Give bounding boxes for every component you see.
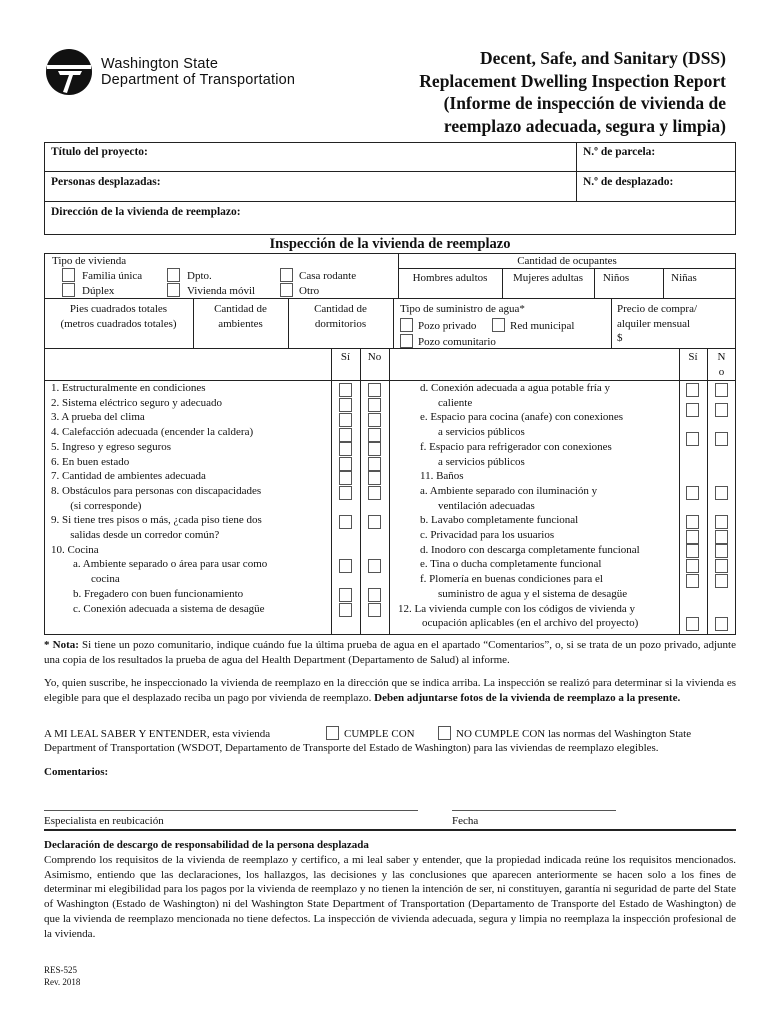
- square-footage-label[interactable]: Pies cuadrados totales (metros cuadrados totales): [60, 303, 177, 330]
- list-item: b. Fregadero con buen funcionamiento: [73, 587, 244, 600]
- list-item: 9. Si tiene tres pisos o más, ¿cada piso tiene dos: [51, 514, 262, 527]
- address-field[interactable]: Dirección de la vivienda de reemplazo:: [51, 206, 241, 218]
- item-6-yes-checkbox[interactable]: [339, 457, 352, 471]
- item-1-no-checkbox[interactable]: [368, 383, 381, 397]
- other-label: Otro: [299, 285, 320, 297]
- item-10f-no-checkbox[interactable]: [715, 432, 728, 446]
- adult-men-header: Hombres adultos: [412, 272, 488, 284]
- community-well-checkbox[interactable]: [400, 334, 413, 348]
- community-well-label: Pozo comunitario: [418, 336, 496, 348]
- single-family-checkbox[interactable]: [62, 268, 75, 282]
- list-item: 1. Estructuralmente en condiciones: [51, 382, 206, 394]
- mobile-dwelling-checkbox[interactable]: [167, 283, 180, 297]
- wsdot-logo-icon: [45, 48, 93, 96]
- water-supply-label: Tipo de suministro de agua*: [400, 303, 525, 315]
- checklist-left: [51, 381, 331, 616]
- disclaimer-title: Declaración de descargo de responsabilidad de la persona desplazada: [44, 839, 369, 851]
- item-8-yes-checkbox[interactable]: [339, 486, 352, 500]
- parcel-number-field[interactable]: N.º de parcela:: [583, 146, 656, 158]
- list-item: a servicios públicos: [438, 426, 525, 439]
- item-5-no-checkbox[interactable]: [368, 442, 381, 456]
- does-not-meet-checkbox[interactable]: [438, 726, 451, 740]
- list-item: a. Ambiente separado o área para usar como: [73, 558, 268, 571]
- list-item: salidas desde un corredor común?: [51, 529, 220, 542]
- item-2-no-checkbox[interactable]: [368, 398, 381, 412]
- item-10e-no-checkbox[interactable]: [715, 403, 728, 417]
- mobile-home-label: Casa rodante: [299, 270, 357, 282]
- dwelling-type-label: Tipo de vivienda: [52, 255, 127, 267]
- item-7-no-checkbox[interactable]: [368, 471, 381, 485]
- item-12-no-checkbox[interactable]: [715, 617, 728, 631]
- item-10b-no-checkbox[interactable]: [368, 588, 381, 602]
- duplex-label: Dúplex: [82, 285, 115, 297]
- item-10a-yes-checkbox[interactable]: [339, 559, 352, 573]
- item-6-no-checkbox[interactable]: [368, 457, 381, 471]
- item-11b-yes-checkbox[interactable]: [686, 515, 699, 529]
- displacee-number-field[interactable]: N.º de desplazado:: [583, 176, 674, 188]
- item-2-yes-checkbox[interactable]: [339, 398, 352, 412]
- apartment-checkbox[interactable]: [167, 268, 180, 282]
- list-item: ocupación aplicables (en el archivo del proyecto): [422, 617, 639, 630]
- item-10d-yes-checkbox[interactable]: [686, 383, 699, 397]
- certification-text: Yo, quien suscribe, he inspeccionado la vivienda de reemplazo en la dirección que se indica arriba. La inspección se realizó para determinar si la vivienda es elegible para que el desplazado reciba un pago por vivienda de reemplazo. Deben adjuntarse fotos de la vivienda de reemplazo a la presente.: [44, 677, 736, 704]
- list-item: a servicios públicos: [438, 455, 525, 468]
- list-item: e. Tina o ducha completamente funcional: [420, 558, 602, 571]
- list-item: c. Privacidad para los usuarios: [420, 529, 555, 542]
- price-label[interactable]: Precio de compra/ alquiler mensual $: [617, 303, 698, 345]
- item-9-no-checkbox[interactable]: [368, 515, 381, 529]
- yes-header-right: Sí: [688, 351, 698, 363]
- item-11b-no-checkbox[interactable]: [715, 515, 728, 529]
- item-11d-no-checkbox[interactable]: [715, 544, 728, 558]
- inspection-heading: Inspección de la vivienda de reemplazo: [269, 236, 511, 252]
- disclaimer-text: Comprendo los requisitos de la vivienda de reemplazo y certifico, a mi leal saber y entender, que la propiedad indicada reúne los requisitos mencionados. Asimismo, entiendo que las declaraciones, los hallazgos, las decisiones y las conclusiones que aparecen anteriormente se hacen solo a los fines de determinar mi elegibilidad para los pagos por la vivienda de reemplazo y no tienen la intención de ser, ni constituyen, garantía ni seguridad de parte del State of Washington (Estado de Washington) ni del Washington State Department of Transportation (Departamento de Transporte del Estado de Washington) de que la vivienda de reemplazo mencionada no tiene defectos. La inspección de vivienda adecuada, segura y limpia no reemplaza la inspección profesional de la vivienda.: [44, 854, 736, 940]
- oath-line-2: Department of Transportation (WSDOT, Departamento de Transporte del Estado de Washington) para las viviendas de reemplazo elegibles.: [44, 742, 659, 754]
- list-item: a. Ambiente separado con iluminación y: [420, 484, 598, 497]
- does-not-meet-label: NO CUMPLE CON las normas del Washington State: [456, 728, 692, 740]
- item-11d-yes-checkbox[interactable]: [686, 544, 699, 558]
- list-item: cocina: [91, 573, 120, 586]
- adult-women-header: Mujeres adultas: [513, 272, 583, 284]
- apartment-label: Dpto.: [187, 270, 212, 282]
- list-item: 2. Sistema eléctrico seguro y adecuado: [51, 396, 223, 409]
- item-10c-no-checkbox[interactable]: [368, 603, 381, 617]
- item-1-yes-checkbox[interactable]: [339, 383, 352, 397]
- list-item: f. Espacio para refrigerador con conexiones: [420, 440, 612, 453]
- duplex-checkbox[interactable]: [62, 283, 75, 297]
- list-item: suministro de agua y el sistema de desagüe: [438, 587, 628, 600]
- occupants-label: Cantidad de ocupantes: [517, 255, 617, 267]
- yes-header-left: Sí: [340, 351, 351, 363]
- water-note: * Nota: Si tiene un pozo comunitario, indique cuándo fue la última prueba de agua en el apartado “Comentarios”, o, si se trata de un pozo privado, adjunte una copia de los resultados la prueba de agua del Health Department (Departamento de Salud) al informe.: [44, 639, 736, 666]
- item-11f-no-checkbox[interactable]: [715, 574, 728, 588]
- item-10e-yes-checkbox[interactable]: [686, 403, 699, 417]
- single-family-label: Familia única: [82, 270, 143, 282]
- list-item: 3. A prueba del clima: [51, 411, 145, 424]
- item-10b-yes-checkbox[interactable]: [339, 588, 352, 602]
- no-header-right: N o: [717, 351, 726, 378]
- wsdot-logo: [45, 48, 93, 96]
- item-11a-no-checkbox[interactable]: [715, 486, 728, 500]
- list-item: (si corresponde): [51, 499, 142, 512]
- bedroom-count-label[interactable]: Cantidad de dormitorios: [314, 303, 367, 330]
- item-7-yes-checkbox[interactable]: [339, 471, 352, 485]
- private-well-checkbox[interactable]: [400, 318, 413, 332]
- item-10d-no-checkbox[interactable]: [715, 383, 728, 397]
- mobile-dwelling-label: Vivienda móvil: [187, 285, 256, 297]
- item-11f-yes-checkbox[interactable]: [686, 574, 699, 588]
- list-item: 4. Calefacción adecuada (encender la caldera): [51, 426, 254, 439]
- boys-header: Niños: [602, 272, 630, 284]
- list-item: 7. Cantidad de ambientes adecuada: [51, 470, 206, 483]
- no-header-left: No: [367, 351, 382, 363]
- list-item: d. Conexión adecuada a agua potable fría y: [420, 382, 610, 394]
- list-item: 5. Ingreso y egreso seguros: [51, 440, 172, 453]
- item-5-yes-checkbox[interactable]: [339, 442, 352, 456]
- private-well-label: Pozo privado: [418, 320, 477, 332]
- item-10f-yes-checkbox[interactable]: [686, 432, 699, 446]
- item-11c-yes-checkbox[interactable]: [686, 530, 699, 544]
- list-item: 6. En buen estado: [51, 455, 130, 468]
- mobile-home-checkbox[interactable]: [280, 268, 293, 282]
- item-4-yes-checkbox[interactable]: [339, 428, 352, 442]
- list-item: e. Espacio para cocina (anafe) con conexiones: [420, 411, 624, 424]
- item-9-yes-checkbox[interactable]: [339, 515, 352, 529]
- item-10c-yes-checkbox[interactable]: [339, 603, 352, 617]
- specialist-signature-label[interactable]: Especialista en reubicación: [44, 815, 164, 827]
- item-12-yes-checkbox[interactable]: [686, 617, 699, 631]
- displaced-persons-field[interactable]: Personas desplazadas:: [51, 176, 161, 188]
- list-item: b. Lavabo completamente funcional: [420, 514, 579, 527]
- item-11e-no-checkbox[interactable]: [715, 559, 728, 573]
- item-4-no-checkbox[interactable]: [368, 428, 381, 442]
- page-title: Decent, Safe, and Sanitary (DSS) Replacement Dwelling Inspection Report (Informe de inspección de vivienda de reemplazo adecuada, segura y limpia): [419, 48, 726, 136]
- list-item: c. Conexión adecuada a sistema de desagüe: [73, 602, 265, 615]
- other-checkbox[interactable]: [280, 283, 293, 297]
- item-11c-no-checkbox[interactable]: [715, 530, 728, 544]
- oath-line-1: A MI LEAL SABER Y ENTENDER, esta vivienda: [44, 728, 271, 740]
- checklist-right: [398, 381, 680, 631]
- list-item: 12. La vivienda cumple con los códigos de vivienda y: [398, 602, 636, 615]
- item-3-yes-checkbox[interactable]: [339, 413, 352, 427]
- date-label[interactable]: Fecha: [452, 815, 479, 827]
- comments-label: Comentarios:: [44, 766, 109, 778]
- list-item: caliente: [438, 396, 473, 409]
- meets-label: CUMPLE CON: [344, 728, 415, 740]
- item-11a-yes-checkbox[interactable]: [686, 486, 699, 500]
- list-item: 11. Baños: [420, 470, 464, 483]
- item-10a-no-checkbox[interactable]: [368, 559, 381, 573]
- item-3-no-checkbox[interactable]: [368, 413, 381, 427]
- agency-name: Washington State Department of Transportation: [101, 56, 296, 88]
- list-item: d. Inodoro con descarga completamente funcional: [420, 543, 640, 556]
- project-title-field[interactable]: Título del proyecto:: [51, 146, 148, 158]
- list-item: ventilación adecuadas: [438, 499, 535, 512]
- item-11e-yes-checkbox[interactable]: [686, 559, 699, 573]
- meets-checkbox[interactable]: [326, 726, 339, 740]
- list-item: 8. Obstáculos para personas con discapacidades: [51, 484, 262, 497]
- list-item: 10. Cocina: [51, 543, 99, 556]
- municipal-checkbox[interactable]: [492, 318, 505, 332]
- room-count-label[interactable]: Cantidad de ambientes: [214, 303, 267, 330]
- municipal-label: Red municipal: [510, 320, 575, 332]
- girls-header: Niñas: [671, 272, 697, 284]
- item-8-no-checkbox[interactable]: [368, 486, 381, 500]
- form-number: RES-525 Rev. 2018: [44, 965, 81, 987]
- list-item: f. Plomería en buenas condiciones para el: [420, 573, 603, 586]
